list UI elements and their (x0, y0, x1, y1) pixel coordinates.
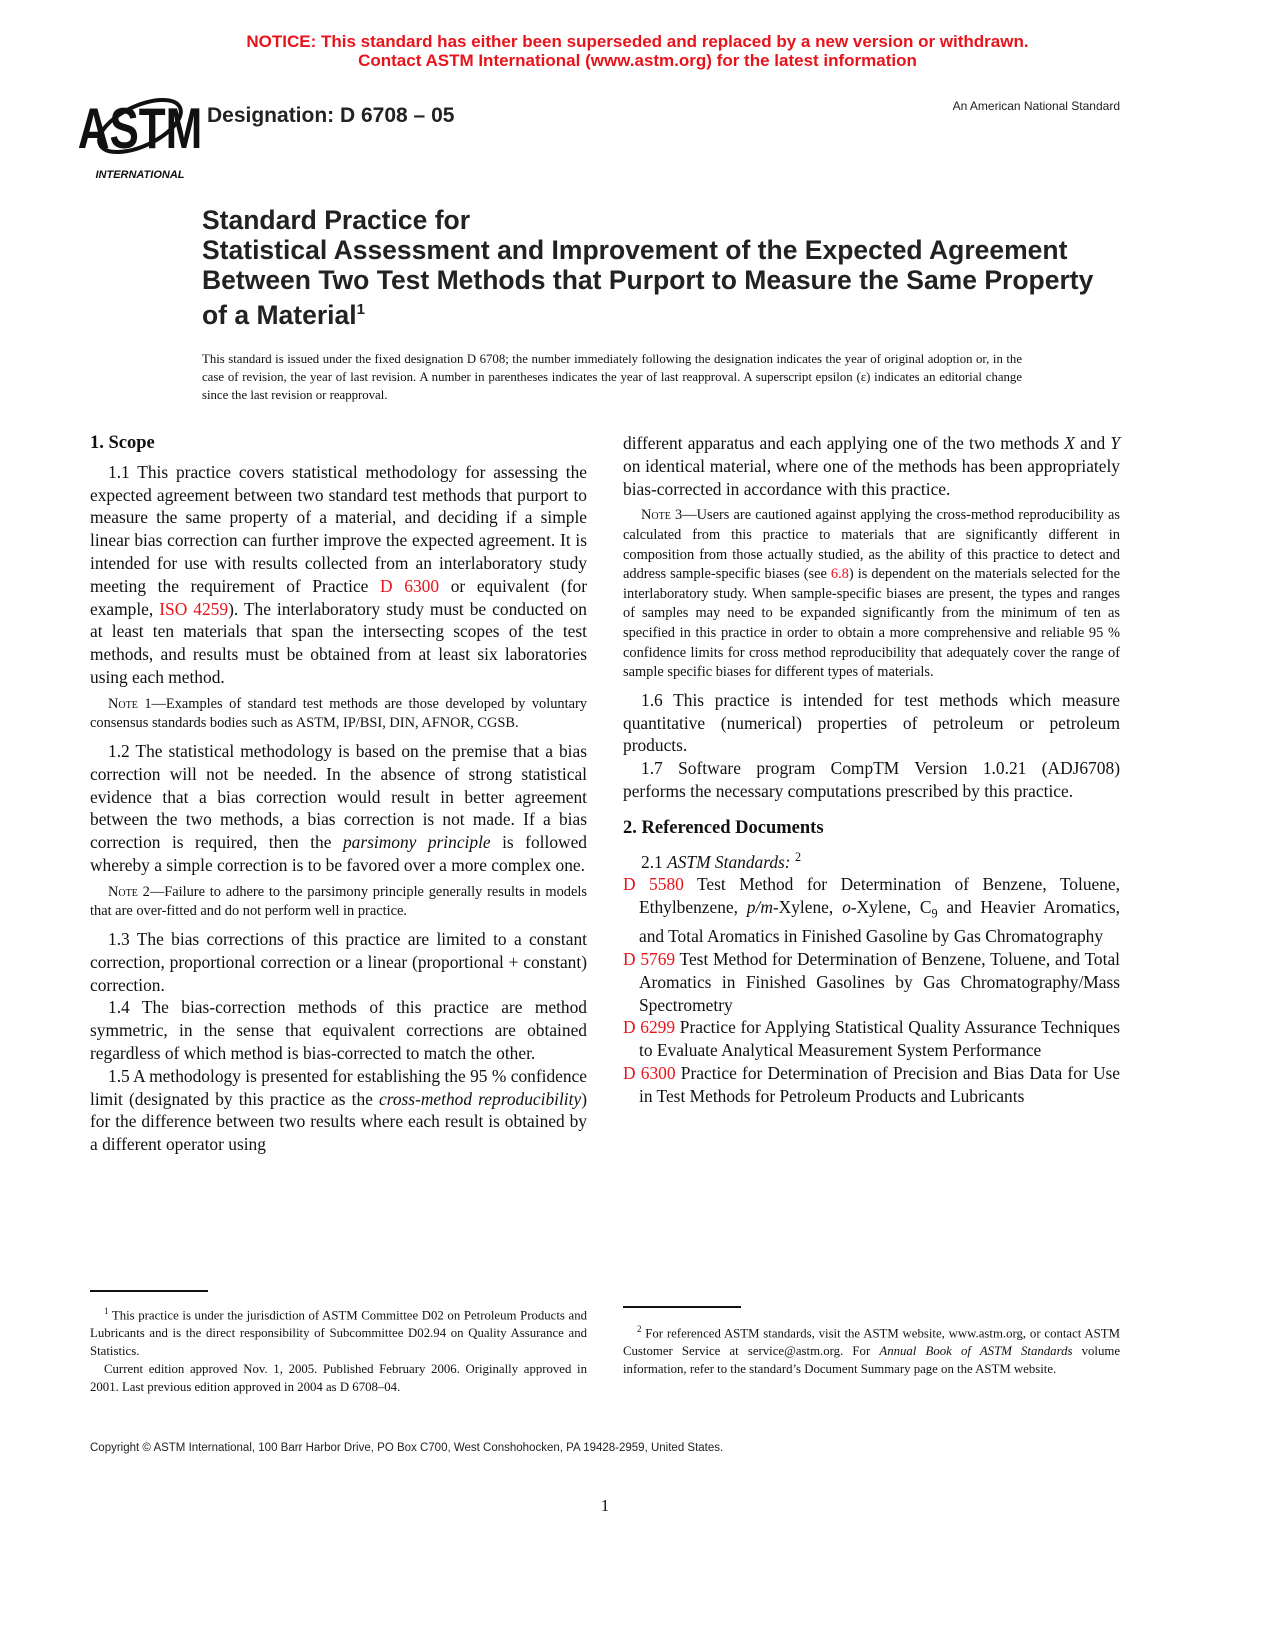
copyright: Copyright © ASTM International, 100 Barr Harbor Drive, PO Box C700, West Conshohocken, PA 19428-2959, United States. (90, 1442, 724, 1454)
page-number: 1 (600, 1496, 610, 1515)
reference-link[interactable]: D 5580 (623, 874, 684, 895)
reference-link[interactable]: D 6299 (623, 1017, 676, 1038)
italic-text: X (1064, 433, 1075, 453)
note: Note 1—Examples of standard test methods are those developed by voluntary consensus standards bodies such as ASTM, IP/BSI, DIN, AFNOR, CGSB. (90, 695, 587, 732)
note: Note 3—Users are cautioned against applying the cross-method reproducibility as calculated from this practice to materials that are significantly different in composition from those actually studied, as the ability of this practice to detect and address sample-specific biases (see 6.8) is dependent on the materials selected for the interlaboratory study. When sample-specific biases are present, the types and ranges of samples may need to be expanded significantly from the minimum of ten as specified in this practice in order to obtain a more comprehensive and reliable 95 % confidence limits for cross method reproducibility that adequately cover the range of sample specific biases for different types of materials. (623, 507, 1120, 681)
italic-text: parsimony principle (342, 832, 491, 853)
italic-text: cross-method reproducibility (379, 1088, 582, 1109)
italic-text: p/m (746, 896, 773, 917)
paragraph: different apparatus and each applying one of the two methods X and Y on identical material, where one of the methods has been appropriately bias-corrected in accordance with this practice. (623, 433, 1120, 499)
italic-text: Annual Book of ASTM Standards (879, 1344, 1073, 1359)
title-footnote-mark: 1 (356, 301, 365, 318)
referenced-document: D 5580 Test Method for Determination of Benzene, Toluene, Ethylbenzene, p/m-Xylene, o-Xylene, $C_9$ and Heavier Aromatics, and Total Aromatics in Finished Gasoline by Gas Chromatography (623, 874, 1120, 947)
italic-text: ASTM Standards: (667, 851, 791, 872)
paragraph: 1.5 A methodology is presented for establishing the 95 % confidence limit (designated by this practice as the cross-method reproducibility) for the difference between two results where each result is obtained by a different operator using (90, 1065, 587, 1155)
reference-link[interactable]: D 6300 (623, 1062, 676, 1083)
left-column (90, 432, 587, 1156)
referenced-document: D 6299 Practice for Applying Statistical Quality Assurance Techniques to Evaluate Analytical Measurement System Performance (623, 1017, 1120, 1061)
paragraph: 1.4 The bias-correction methods of this practice are method symmetric, in the sense that equivalent corrections are obtained regardless of which method is bias-corrected to match the other. (90, 997, 587, 1063)
footnote-paragraph: $^1$ This practice is under the jurisdiction of ASTM Committee D02 on Petroleum Products and Lubricants and is the direct responsibility of Subcommittee D02.94 on Quality Assurance and Statistics. (90, 1306, 587, 1359)
title-line-1: Standard Practice for (202, 205, 471, 235)
astm-logo (77, 88, 203, 181)
footnote-2 (623, 1320, 1120, 1378)
footnote-1 (90, 1302, 587, 1396)
footnote-mark: 1 (104, 1306, 109, 1316)
footnote-paragraph: Current edition approved Nov. 1, 2005. Published February 2006. Originally approved in 2001. Last previous edition approved in 2004 as D 6708–04. (90, 1362, 587, 1395)
designation: Designation: D 6708 – 05 (207, 104, 455, 127)
note-label: Note (108, 883, 138, 900)
italic-text: Y (1110, 433, 1120, 453)
subscript: 9 (931, 906, 938, 921)
referenced-document: D 6300 Practice for Determination of Precision and Bias Data for Use in Test Methods for Petroleum Products and Lubricants (623, 1062, 1120, 1106)
paragraph: 1.6 This practice is intended for test methods which measure quantitative (numerical) properties of petroleum or petroleum products. (623, 689, 1120, 756)
reference-link[interactable]: ISO 4259 (159, 598, 229, 619)
right-column (623, 432, 1120, 1108)
paragraph: 2.1 ASTM Standards: $^2$ (641, 849, 802, 872)
referenced-document: D 5769 Test Method for Determination of Benzene, Toluene, and Total Aromatics in Finished Gasolines by Gas Chromatography/Mass Spectrometry (623, 948, 1120, 1015)
footnote-divider (623, 1306, 741, 1308)
reference-link[interactable]: D 5769 (623, 948, 676, 969)
reference-link[interactable]: 6.8 (830, 566, 849, 583)
footnote-mark: 2 (794, 849, 802, 864)
notice-line-2: Contact ASTM International (www.astm.org) for the latest information (358, 51, 917, 70)
italic-text: o (842, 896, 851, 917)
section-heading: 1. Scope (90, 433, 155, 453)
paragraph: 1.3 The bias corrections of this practice are limited to a constant correction, proportional correction or a linear (proportional + constant) correction. (90, 928, 587, 995)
document-title (202, 205, 1102, 330)
reference-link[interactable]: D 6300 (380, 575, 440, 596)
note-label: Note (641, 507, 671, 524)
title-main: Statistical Assessment and Improvement of the Expected Agreement Between Two Test Methods that Purport to Measure the Same Property of a Material (202, 235, 1094, 330)
american-national-standard: An American National Standard (952, 99, 1120, 113)
section-heading: 2. Referenced Documents (623, 817, 824, 838)
withdrawal-notice (0, 32, 1275, 70)
paragraph: 1.1 This practice covers statistical methodology for assessing the expected agreement between two standard test methods that purport to measure the same property of a material, and deciding if a simple linear bias correction can further improve the expected agreement. It is intended for use with results collected from an interlaboratory study meeting the requirement of Practice D 6300 or equivalent (for example, ISO 4259). The interlaboratory study must be conducted on at least ten materials that span the intersecting scopes of the test methods, and results must be obtained from at least six laboratories using each method. (90, 461, 588, 687)
svg-text:ASTM: ASTM (77, 96, 203, 161)
footnote-mark: 2 (637, 1324, 642, 1334)
logo-label: INTERNATIONAL (95, 169, 185, 181)
paragraph: 1.2 The statistical methodology is based on the premise that a bias correction will not be needed. In the absence of strong statistical evidence that a bias correction would result in better agreement between the two methods, a bias correction is not made. If a bias correction is required, then the parsimony principle is followed whereby a simple correction is to be favored over a more complex one. (90, 740, 587, 875)
footnote-paragraph: $^2$ For referenced ASTM standards, visit the ASTM website, www.astm.org, or contact ASTM Customer Service at service@astm.org. For Annual Book of ASTM Standards volume information, refer to the standard’s Document Summary page on the ASTM website. (623, 1324, 1121, 1377)
note: Note 2—Failure to adhere to the parsimony principle generally results in models that are over-fitted and do not perform well in practice. (90, 883, 587, 920)
paragraph: 1.7 Software program CompTM Version 1.0.21 (ADJ6708) performs the necessary computations prescribed by this practice. (623, 758, 1120, 801)
note-label: Note (108, 695, 138, 712)
notice-line-1: NOTICE: This standard has either been superseded and replaced by a new version or withdrawn. (246, 32, 1029, 51)
footnote-divider (90, 1290, 208, 1292)
issued-statement: This standard is issued under the fixed designation D 6708; the number immediately following the designation indicates the year of original adoption or, in the case of revision, the year of last revision. A number in parentheses indicates the year of last reapproval. A superscript epsilon (ε) indicates an editorial change since the last revision or reapproval. (202, 352, 1022, 402)
